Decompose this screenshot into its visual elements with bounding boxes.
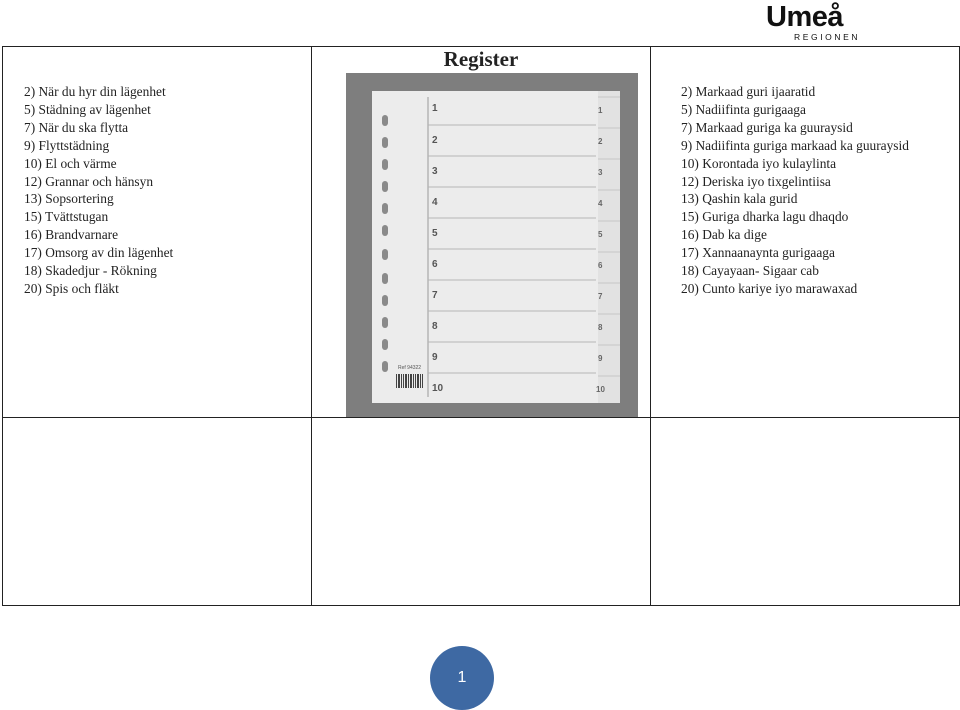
register-divider-photo bbox=[346, 73, 638, 417]
list-item: 13) Qashin kala gurid bbox=[681, 191, 798, 207]
page-number-badge: 1 bbox=[430, 646, 494, 710]
divider-number: 9 bbox=[432, 352, 438, 363]
list-item: 18) Cayayaan- Sigaar cab bbox=[681, 263, 819, 279]
ref-label: Ref 94322 bbox=[398, 365, 422, 371]
list-item: 7) När du ska flytta bbox=[24, 119, 129, 135]
table-border-left bbox=[2, 46, 3, 606]
divider-number: 5 bbox=[432, 228, 438, 239]
list-item: 20) Spis och fläkt bbox=[24, 280, 119, 296]
divider-number: 10 bbox=[432, 383, 444, 394]
tab-number: 1 bbox=[598, 106, 603, 115]
table-divider-2 bbox=[650, 46, 651, 606]
list-item: 9) Flyttstädning bbox=[24, 137, 110, 153]
umea-regionen-logo bbox=[766, 1, 861, 42]
list-item: 16) Dab ka dige bbox=[681, 227, 767, 243]
logo-wordmark: Umeå bbox=[766, 1, 843, 33]
swedish-register-list bbox=[24, 83, 173, 298]
somali-register-list bbox=[681, 83, 909, 298]
tab-number: 10 bbox=[596, 385, 605, 394]
divider-number: 2 bbox=[432, 135, 438, 146]
list-item: 5) Nadiifinta gurigaaga bbox=[681, 101, 806, 117]
divider-number: 7 bbox=[432, 290, 438, 301]
table-border-bottom bbox=[2, 605, 960, 606]
tab-number: 6 bbox=[598, 261, 603, 270]
list-item: 10) Korontada iyo kulaylinta bbox=[681, 155, 837, 171]
tab-number: 7 bbox=[598, 292, 603, 301]
divider-number: 8 bbox=[432, 321, 438, 332]
list-item: 12) Deriska iyo tixgelintiisa bbox=[681, 173, 831, 189]
list-item: 17) Xannaanaynta gurigaaga bbox=[681, 245, 835, 261]
list-item: 17) Omsorg av din lägenhet bbox=[24, 245, 174, 261]
tab-number: 3 bbox=[598, 168, 603, 177]
divider-number: 3 bbox=[432, 166, 438, 177]
list-item: 7) Markaad guriga ka guuraysid bbox=[681, 119, 853, 135]
list-item: 16) Brandvarnare bbox=[24, 227, 119, 243]
tab-number: 9 bbox=[598, 354, 603, 363]
list-item: 15) Guriga dharka lagu dhaqdo bbox=[681, 209, 849, 225]
list-item: 2) Markaad guri ijaaratid bbox=[681, 84, 816, 99]
divider-number: 6 bbox=[432, 259, 438, 270]
tab-number: 5 bbox=[598, 230, 603, 239]
list-item: 13) Sopsortering bbox=[24, 191, 114, 207]
list-item: 15) Tvättstugan bbox=[24, 209, 109, 225]
list-item: 10) El och värme bbox=[24, 155, 117, 171]
list-item: 20) Cunto kariye iyo marawaxad bbox=[681, 280, 858, 296]
list-item: 12) Grannar och hänsyn bbox=[24, 173, 154, 189]
table-border-middle bbox=[2, 417, 960, 418]
logo-subtitle: REGIONEN bbox=[794, 32, 861, 42]
table-divider-1 bbox=[311, 46, 312, 606]
divider-illustration bbox=[346, 73, 638, 417]
divider-number: 1 bbox=[432, 103, 438, 114]
page-title: Register bbox=[443, 47, 519, 71]
list-item: 9) Nadiifinta guriga markaad ka guuraysid bbox=[681, 137, 909, 153]
list-item: 2) När du hyr din lägenhet bbox=[24, 84, 166, 99]
tab-number: 4 bbox=[598, 199, 603, 208]
tab-number: 2 bbox=[598, 137, 603, 146]
tab-number: 8 bbox=[598, 323, 603, 332]
divider-number: 4 bbox=[432, 197, 438, 208]
list-item: 18) Skadedjur - Rökning bbox=[24, 263, 157, 279]
list-item: 5) Städning av lägenhet bbox=[24, 101, 151, 117]
